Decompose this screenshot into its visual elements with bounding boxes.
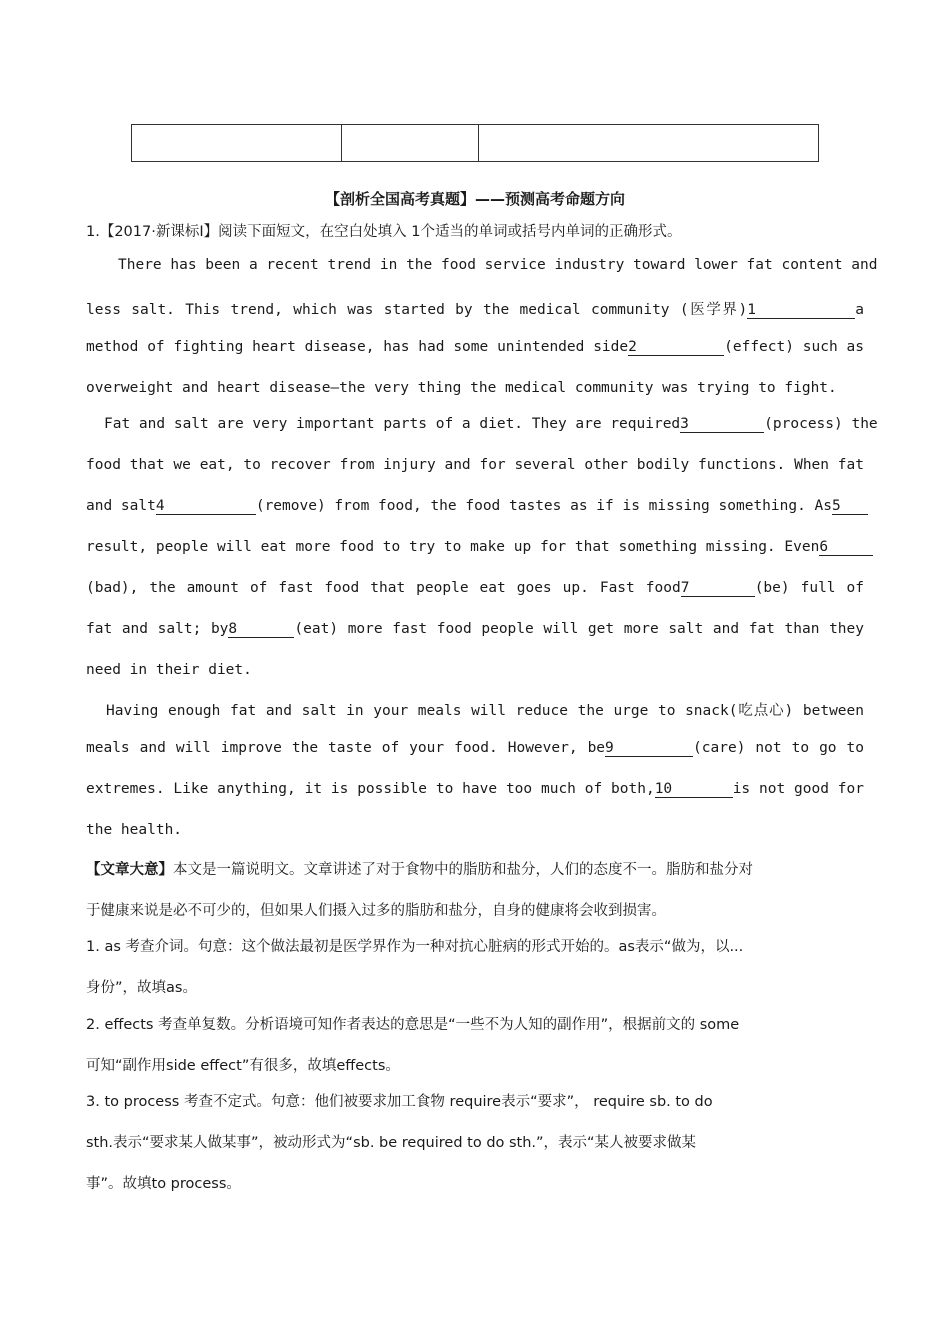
passage-line: overweight and heart disease—the very thing the medical community was trying to fight. bbox=[86, 380, 837, 396]
passage-line: meals and will improve the taste of your food. However, be9 (care) not to go to bbox=[86, 740, 864, 756]
passage-line: less salt. This trend, which was started by the medical community (医学界)1 a bbox=[86, 302, 864, 318]
passage-line: fat and salt; by8 (eat) more fast food people will get more salt and fat than they bbox=[86, 621, 864, 637]
answer-line: 1. as 考查介词。句意：这个做法最初是医学界作为一种对抗心脏病的形式开始的。as表示“做为，以... bbox=[86, 939, 744, 955]
answer-line: 3. to process 考查不定式。句意：他们被要求加工食物 require表示“要求”， require sb. to do bbox=[86, 1094, 713, 1110]
blank-8[interactable]: 8 bbox=[228, 621, 294, 638]
summary-line: 于健康来说是必不可少的，但如果人们摄入过多的脂肪和盐分，自身的健康将会收到损害。 bbox=[86, 903, 666, 919]
empty-table bbox=[131, 124, 819, 162]
passage-line: Fat and salt are very important parts of a diet. They are required3 (process) the bbox=[104, 416, 878, 432]
passage-line: (bad), the amount of fast food that people eat goes up. Fast food7 (be) full of bbox=[86, 580, 864, 596]
passage-line: There has been a recent trend in the food service industry toward lower fat content and bbox=[118, 257, 878, 273]
blank-5[interactable]: 5 bbox=[832, 498, 868, 515]
passage-line: extremes. Like anything, it is possible to have too much of both,10 is not good for bbox=[86, 781, 864, 797]
passage-line: the health. bbox=[86, 822, 183, 838]
blank-1[interactable]: 1 bbox=[747, 302, 855, 319]
blank-9[interactable]: 9 bbox=[605, 740, 693, 757]
answer-line: 2. effects 考查单复数。分析语境可知作者表达的意思是“一些不为人知的副作用”，根据前文的 some bbox=[86, 1017, 740, 1033]
table-cell bbox=[342, 125, 479, 161]
blank-7[interactable]: 7 bbox=[681, 580, 755, 597]
blank-10[interactable]: 10 bbox=[655, 781, 733, 798]
summary-line: 【文章大意】本文是一篇说明文。文章讲述了对于食物中的脂肪和盐分，人们的态度不一。脂肪和盐分对 bbox=[86, 862, 753, 878]
passage-line: result, people will eat more food to try to make up for that something missing. Even6 bbox=[86, 539, 864, 556]
table-cell bbox=[132, 125, 342, 161]
table-cell bbox=[479, 125, 818, 161]
section-title: 【剖析全国高考真题】——预测高考命题方向 bbox=[324, 190, 625, 208]
passage-line: and salt4 (remove) from food, the food tastes as if is missing something. As5 bbox=[86, 498, 864, 515]
blank-3[interactable]: 3 bbox=[680, 416, 764, 433]
passage-line: need in their diet. bbox=[86, 662, 252, 678]
blank-6[interactable]: 6 bbox=[819, 539, 873, 556]
passage-line: method of fighting heart disease, has had some unintended side2 (effect) such as bbox=[86, 339, 864, 355]
summary-label: 【文章大意】 bbox=[86, 862, 173, 878]
passage-line: food that we eat, to recover from injury and for several other bodily functions. When fat bbox=[86, 457, 864, 473]
passage-line: Having enough fat and salt in your meals will reduce the urge to snack(吃点心) between bbox=[106, 703, 864, 719]
answer-line: 事”。故填to process。 bbox=[86, 1176, 241, 1192]
blank-2[interactable]: 2 bbox=[628, 339, 724, 356]
answer-line: 可知“副作用side effect”有很多，故填effects。 bbox=[86, 1058, 400, 1074]
question-intro: 1.【2017·新课标Ⅰ】阅读下面短文，在空白处填入 1个适当的单词或括号内单词的正确形式。 bbox=[86, 224, 682, 240]
blank-4[interactable]: 4 bbox=[156, 498, 256, 515]
answer-line: sth.表示“要求某人做某事”，被动形式为“sb. be required to do sth.”，表示“某人被要求做某 bbox=[86, 1135, 697, 1151]
answer-line: 身份”，故填as。 bbox=[86, 980, 197, 996]
